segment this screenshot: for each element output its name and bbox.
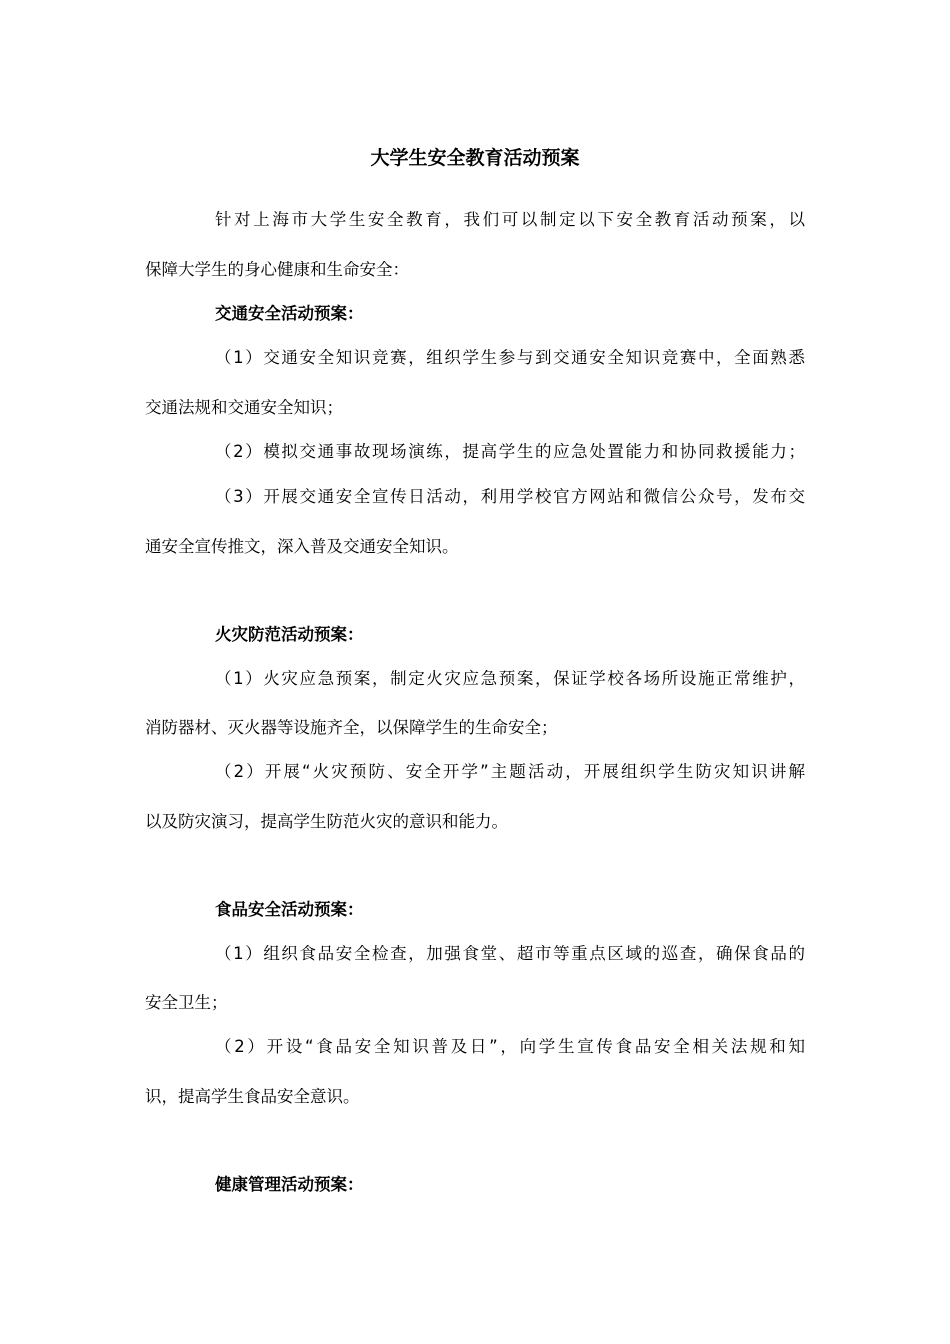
section-heading-food: 食品安全活动预案： — [215, 900, 364, 919]
paragraph-line: （1）组织食品安全检查，加强食堂、超市等重点区域的巡查，确保食品的 — [215, 944, 805, 963]
paragraph-line: 安全卫生； — [145, 993, 228, 1012]
paragraph-line: 识，提高学生食品安全意识。 — [145, 1087, 360, 1106]
paragraph-line: （1）火灾应急预案，制定火灾应急预案，保证学校各场所设施正常维护， — [215, 669, 805, 688]
intro-line-1: 针对上海市大学生安全教育，我们可以制定以下安全教育活动预案，以 — [215, 210, 805, 229]
paragraph-line: （3）开展交通安全宣传日活动，利用学校官方网站和微信公众号，发布交 — [215, 487, 805, 506]
paragraph-line: 通安全宣传推文，深入普及交通安全知识。 — [145, 537, 459, 556]
paragraph-line: 以及防灾演习，提高学生防范火灾的意识和能力。 — [145, 812, 508, 831]
paragraph-line: （2）开设“食品安全知识普及日”，向学生宣传食品安全相关法规和知 — [215, 1037, 805, 1056]
section-heading-health: 健康管理活动预案： — [215, 1175, 364, 1194]
paragraph-line: （2）开展“火灾预防、安全开学”主题活动，开展组织学生防灾知识讲解 — [215, 762, 805, 781]
paragraph-line: 消防器材、灭火器等设施齐全，以保障学生的生命安全； — [145, 718, 558, 737]
intro-line-2: 保障大学生的身心健康和生命安全： — [145, 260, 409, 279]
paragraph-line: 交通法规和交通安全知识； — [145, 398, 343, 417]
section-heading-traffic: 交通安全活动预案： — [215, 304, 364, 323]
section-heading-fire: 火灾防范活动预案： — [215, 625, 364, 644]
document-title: 大学生安全教育活动预案 — [370, 147, 580, 169]
paragraph-line: （2）模拟交通事故现场演练，提高学生的应急处置能力和协同救援能力； — [215, 442, 805, 461]
paragraph-line: （1）交通安全知识竞赛，组织学生参与到交通安全知识竞赛中，全面熟悉 — [215, 348, 805, 367]
